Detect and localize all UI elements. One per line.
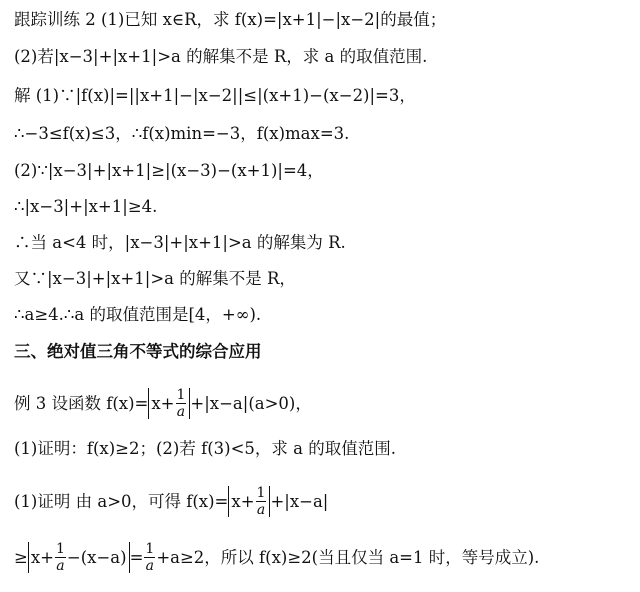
line-3: 解 (1)∵|f(x)|=||x+1|−|x−2||≤|(x+1)−(x−2)|=3， bbox=[14, 86, 416, 105]
line-8: 又∵|x−3|+|x+1|>a 的解集不是 R， bbox=[14, 269, 296, 288]
example-3-suffix: +|x−a|(a>0)， bbox=[190, 393, 312, 413]
line-1: 跟踪训练 2 (1)已知 x∈R，求 f(x)=|x+1|−|x−2|的最值； bbox=[14, 10, 447, 29]
fraction-numerator: 1 bbox=[176, 387, 186, 403]
abs-inner-text: x+ bbox=[30, 547, 54, 567]
fraction-numerator: 1 bbox=[256, 485, 266, 501]
fraction-denominator: a bbox=[145, 558, 155, 574]
abs-expression bbox=[28, 542, 130, 573]
line-6: ∴|x−3|+|x+1|≥4. bbox=[14, 197, 158, 216]
fraction-denominator: a bbox=[176, 404, 186, 420]
line-2: (2)若|x−3|+|x+1|>a 的解集不是 R，求 a 的取值范围. bbox=[14, 47, 428, 66]
example-3-line bbox=[14, 388, 312, 419]
abs-inner-text: x+ bbox=[231, 491, 255, 511]
geq-sign: ≥ bbox=[14, 547, 28, 567]
proof-line bbox=[14, 486, 328, 517]
line-7: ∴当 a<4 时，|x−3|+|x+1|>a 的解集为 R. bbox=[14, 233, 346, 252]
fraction-numerator: 1 bbox=[145, 541, 155, 557]
example-3-prefix: 例 3 设函数 f(x)= bbox=[14, 393, 149, 413]
fraction-denominator: a bbox=[256, 502, 266, 518]
fraction bbox=[256, 486, 267, 517]
inequality-line bbox=[14, 542, 539, 573]
fraction bbox=[176, 388, 187, 419]
line-12: (1)证明：f(x)≥2；(2)若 f(3)<5，求 a 的取值范围. bbox=[14, 439, 396, 458]
section-heading: 三、绝对值三角不等式的综合应用 bbox=[14, 342, 262, 361]
abs-expression bbox=[228, 486, 270, 517]
line-5: (2)∵|x−3|+|x+1|≥|(x−3)−(x+1)|=4， bbox=[14, 161, 324, 180]
fraction bbox=[55, 542, 66, 573]
abs-inner-text: −(x−a) bbox=[66, 547, 127, 567]
fraction bbox=[144, 542, 155, 573]
inequality-suffix: +a≥2，所以 f(x)≥2(当且仅当 a=1 时，等号成立). bbox=[156, 547, 540, 567]
proof-prefix: (1)证明 由 a>0，可得 f(x)= bbox=[14, 491, 229, 511]
line-4: ∴−3≤f(x)≤3，∴f(x)min=−3，f(x)max=3. bbox=[14, 124, 350, 143]
equals-sign: = bbox=[129, 547, 144, 567]
line-9: ∴a≥4.∴a 的取值范围是[4，+∞). bbox=[14, 305, 262, 324]
abs-inner-text: x+ bbox=[151, 393, 175, 413]
abs-expression bbox=[148, 388, 190, 419]
fraction-numerator: 1 bbox=[55, 541, 65, 557]
fraction-denominator: a bbox=[56, 558, 65, 574]
proof-suffix: +|x−a| bbox=[270, 491, 329, 511]
